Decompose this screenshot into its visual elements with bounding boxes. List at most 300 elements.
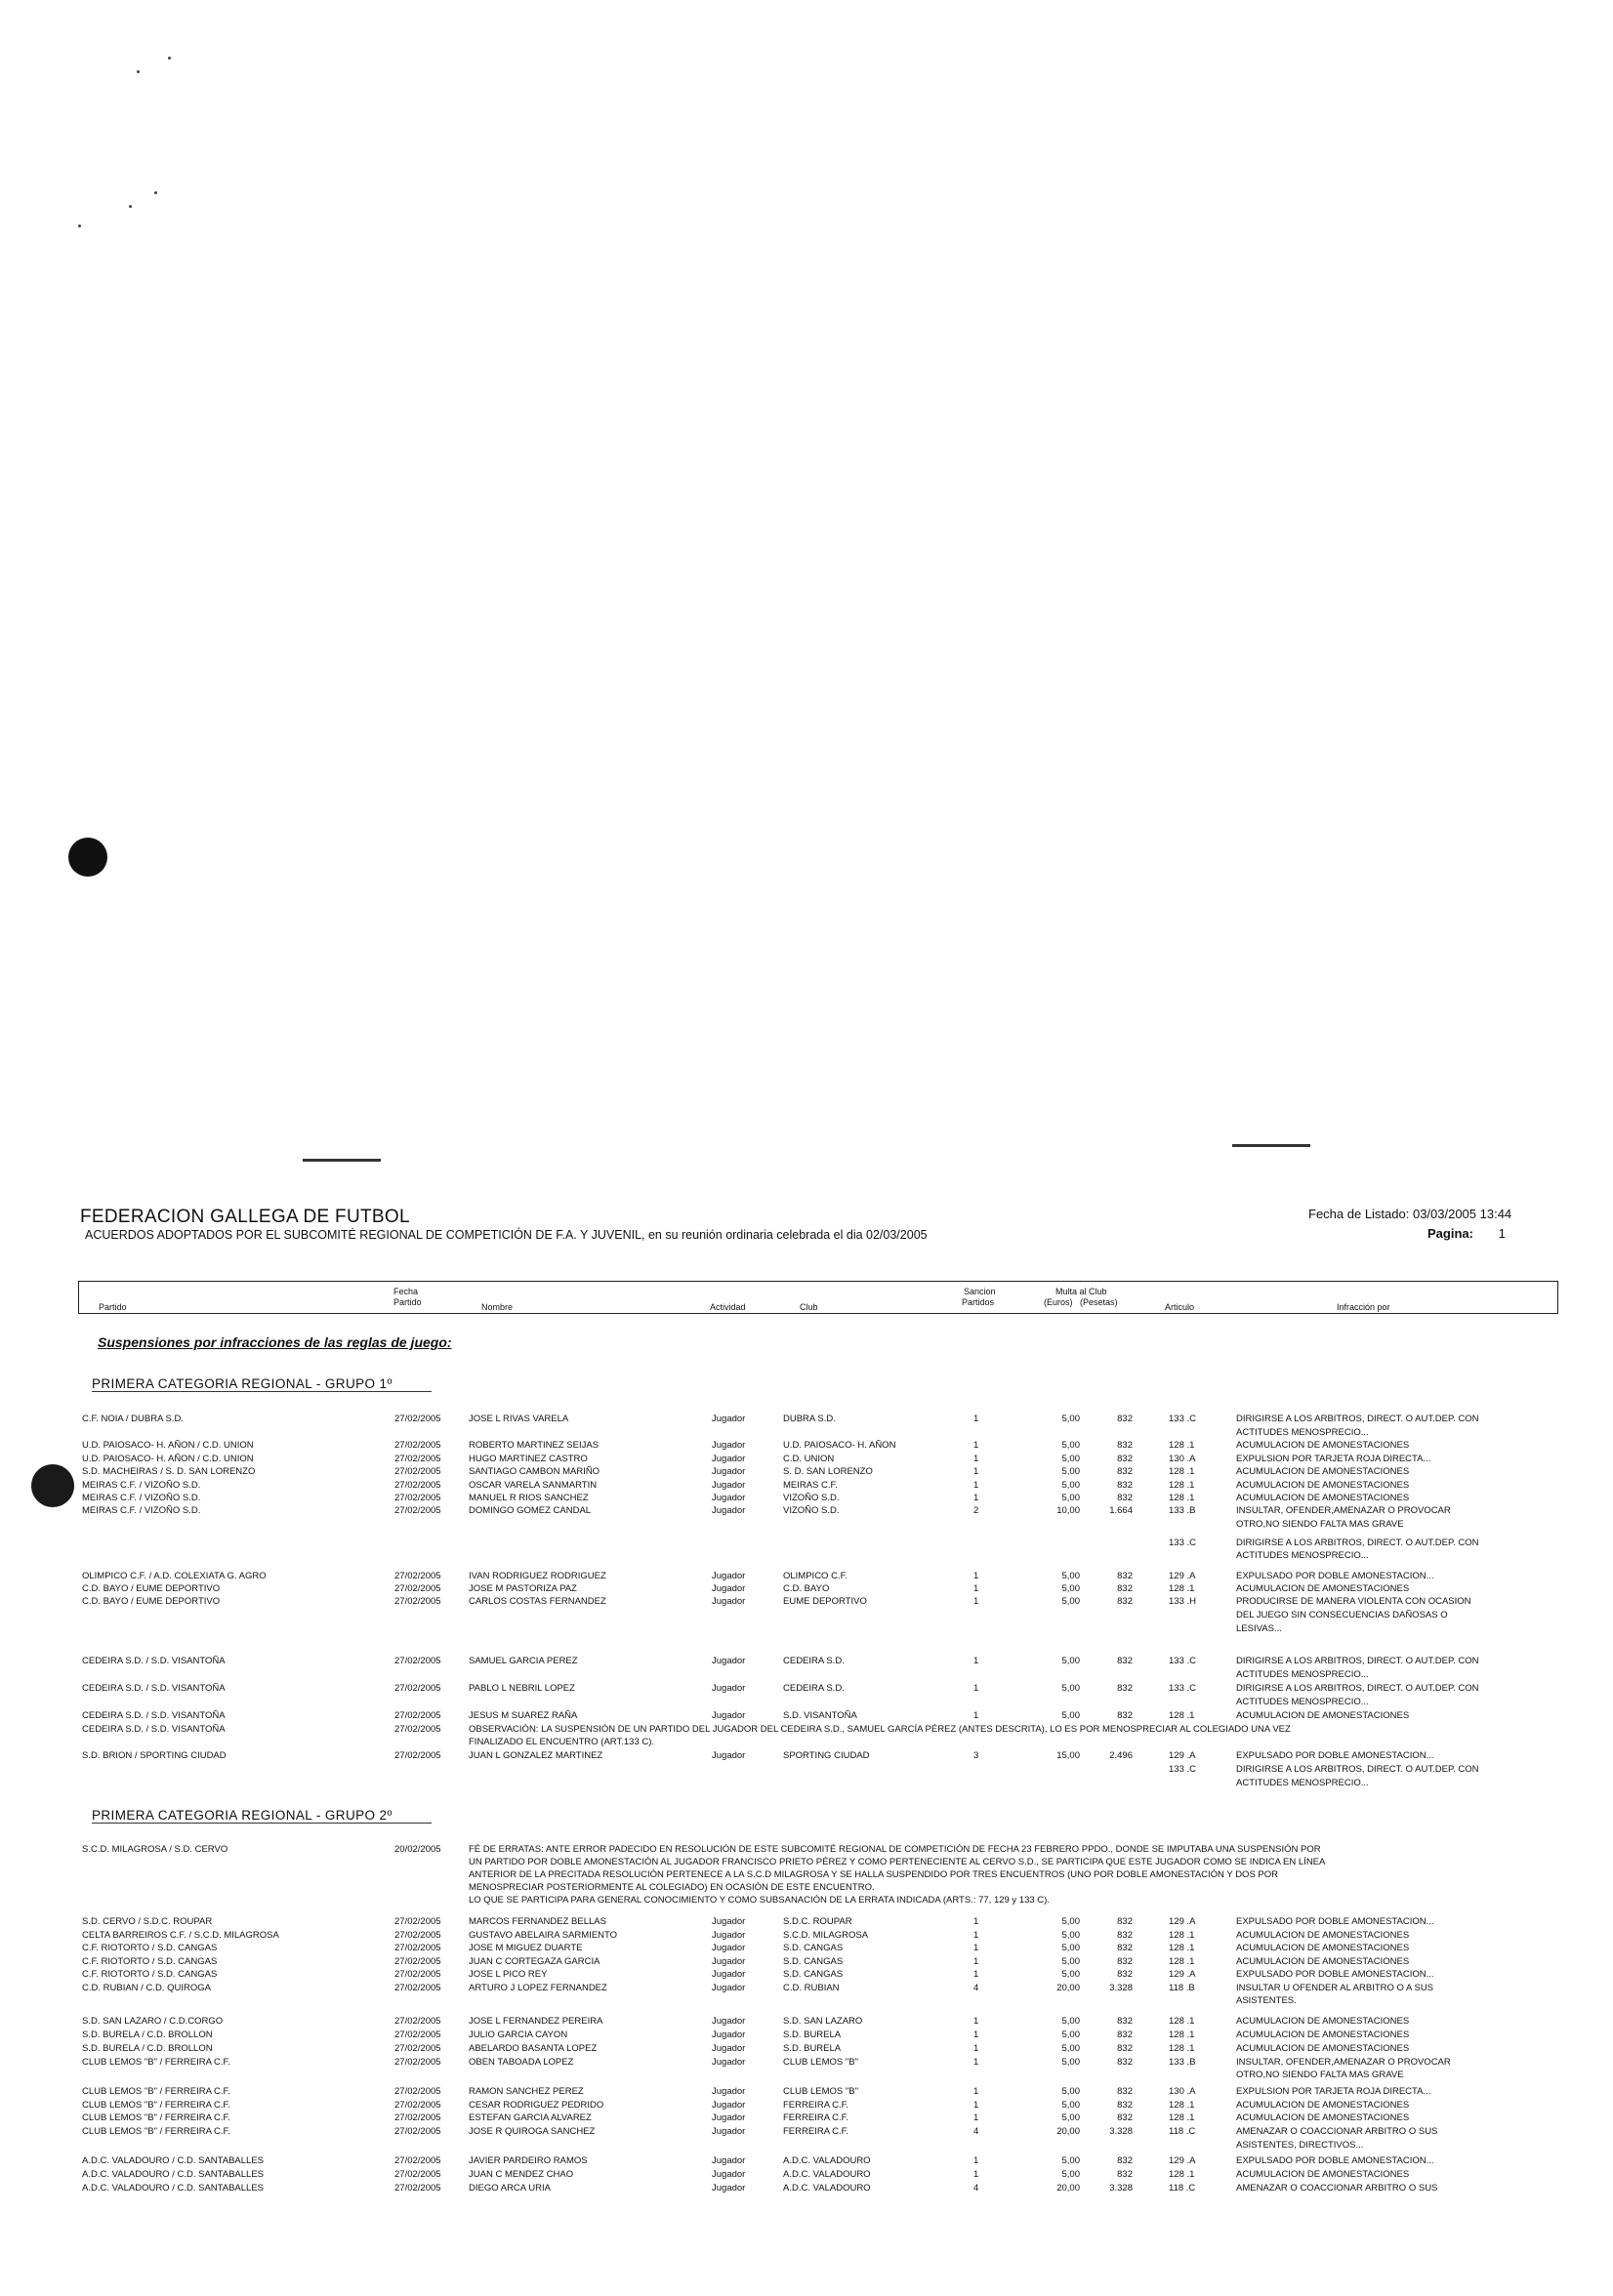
cell-articulo: 133 .C — [1169, 1764, 1196, 1775]
cell-fecha: 27/02/2005 — [394, 2043, 441, 2054]
cell-nombre: JOSE L FERNANDEZ PEREIRA — [469, 2016, 603, 2027]
cell-infraccion: ACUMULACION DE AMONESTACIONES — [1236, 2112, 1410, 2123]
table-row — [0, 1479, 1613, 1493]
cell-articulo: 128 .1 — [1169, 2169, 1195, 2180]
cell-infraccion: ACTITUDES MENOSPRECIO... — [1236, 1778, 1369, 1788]
cell-partido: CEDEIRA S.D. / S.D. VISANTOÑA — [82, 1710, 226, 1721]
table-row — [0, 2125, 1613, 2139]
cell-actividad: Jugador — [712, 2086, 746, 2097]
cell-infraccion: ACUMULACION DE AMONESTACIONES — [1236, 2043, 1410, 2054]
cell-infraccion: EXPULSADO POR DOBLE AMONESTACION... — [1236, 1969, 1434, 1980]
cell-club: S. D. SAN LORENZO — [783, 1466, 873, 1477]
cell-articulo: 128 .1 — [1169, 2100, 1195, 2111]
cell-infraccion: PRODUCIRSE DE MANERA VIOLENTA CON OCASION — [1236, 1596, 1471, 1607]
cell-fecha: 27/02/2005 — [394, 2057, 441, 2068]
cell-pesetas: 3.328 — [1109, 2126, 1133, 2137]
cell-sancion: 1 — [973, 1710, 979, 1721]
cell-sancion: 4 — [973, 2183, 979, 2194]
cell-euros: 5,00 — [1061, 2043, 1080, 2054]
cell-sancion: 1 — [973, 2100, 979, 2111]
cell-infraccion: ACUMULACION DE AMONESTACIONES — [1236, 1480, 1410, 1491]
cell-sancion: 1 — [973, 2030, 979, 2040]
cell-partido: S.D. SAN LAZARO / C.D.CORGO — [82, 2016, 224, 2027]
col-multa-2: (Euros) (Pesetas) — [1044, 1297, 1118, 1307]
cell-articulo: 128 .1 — [1169, 2112, 1195, 2123]
cell-infraccion: ASISTENTES, DIRECTIVOS... — [1236, 2140, 1364, 2151]
cell-infraccion: EXPULSADO POR DOBLE AMONESTACION... — [1236, 1571, 1434, 1581]
cell-nombre: JOSE R QUIROGA SANCHEZ — [469, 2126, 596, 2137]
cell-pesetas: 832 — [1117, 1571, 1133, 1581]
cell-infraccion: DIRIGIRSE A LOS ARBITROS, DIRECT. O AUT.DEP. CON — [1236, 1764, 1479, 1775]
table-row — [0, 2069, 1613, 2082]
cell-infraccion: LESIVAS... — [1236, 1623, 1282, 1634]
table-row — [0, 1749, 1613, 1763]
cell-fecha: 27/02/2005 — [394, 1724, 441, 1735]
cell-euros: 20,00 — [1056, 1983, 1080, 1993]
cell-pesetas: 832 — [1117, 1493, 1133, 1503]
cell-fecha: 27/02/2005 — [394, 1656, 441, 1666]
table-row — [0, 2182, 1613, 2195]
cell-infraccion: ASISTENTES. — [1236, 1995, 1297, 2006]
col-fecha-2: Partido — [393, 1297, 422, 1307]
observation-note: FÉ DE ERRATAS: ANTE ERROR PADECIDO EN RESOLUCIÓN DE ESTE SUBCOMITÉ REGIONAL DE COMPETICIÓN DE FECHA 23 FEBRERO PPDO., DONDE SE IMPUTABA UNA SUSPENSIÓN POR UN PARTIDO POR DOBLE AMONESTACIÓN AL JUGADOR FRANCISCO PRIETO PÉREZ Y COMO PERTENECIENTE AL CERVO S.D., SE PARTICIPA QUE ESTE JUGADOR COMO SE INDICA EN LÍNEA ANTERIOR DE LA PRECITADA RESOLUCIÓN PERTENECE A LA S.C.D MILAGROSA Y SE HALLA SUSPENDIDO POR TRES ENCUENTROS (UNO POR DOBLE AMONESTACIÓN Y DOS POR MENOSPRECIAR POSTERIORMENTE AL COLEGIADO) EN OCASIÓN DE ESTE ENCUENTRO. LO QUE SE PARTICIPA PARA GENERAL CONOCIMIENTO Y COMO SUBSANACIÓN DE LA ERRATA INDICADA (ARTS.: 77, 129 y 133 C). — [469, 1844, 1326, 1906]
cell-infraccion: INSULTAR, OFENDER,AMENAZAR O PROVOCAR — [1236, 2057, 1451, 2068]
cell-actividad: Jugador — [712, 1440, 746, 1451]
cell-pesetas: 832 — [1117, 1943, 1133, 1953]
cell-fecha: 27/02/2005 — [394, 1683, 441, 1694]
cell-club: U.D. PAIOSACO- H. AÑON — [783, 1440, 896, 1451]
cell-infraccion: ACUMULACION DE AMONESTACIONES — [1236, 2030, 1410, 2040]
cell-infraccion: OTRO,NO SIENDO FALTA MAS GRAVE — [1236, 1519, 1404, 1530]
cell-actividad: Jugador — [712, 1493, 746, 1503]
cell-nombre: PABLO L NEBRIL LOPEZ — [469, 1683, 575, 1694]
cell-fecha: 27/02/2005 — [394, 1956, 441, 1967]
cell-nombre: JUAN L GONZALEZ MARTINEZ — [469, 1750, 603, 1761]
cell-infraccion: DIRIGIRSE A LOS ARBITROS, DIRECT. O AUT.DEP. CON — [1236, 1683, 1479, 1694]
cell-club: S.D.C. ROUPAR — [783, 1916, 852, 1927]
cell-fecha: 27/02/2005 — [394, 2169, 441, 2180]
scan-speck — [137, 70, 140, 73]
cell-partido: C.F. NOIA / DUBRA S.D. — [82, 1414, 184, 1424]
listing-date: Fecha de Listado: 03/03/2005 13:44 — [1308, 1207, 1512, 1221]
cell-fecha: 27/02/2005 — [394, 1414, 441, 1424]
cell-club: S.D. CANGAS — [783, 1956, 844, 1967]
cell-euros: 15,00 — [1056, 1750, 1080, 1761]
cell-club: A.D.C. VALADOURO — [783, 2183, 871, 2194]
cell-fecha: 27/02/2005 — [394, 1983, 441, 1993]
cell-actividad: Jugador — [712, 1956, 746, 1967]
observation-note: OBSERVACIÓN: LA SUSPENSIÓN DE UN PARTIDO DEL JUGADOR DEL CEDEIRA S.D., SAMUEL GARCÍA PÉREZ (ANTES DESCRITA), LO ES POR MENOSPRECIAR AL COLEGIADO UNA VEZ FINALIZADO EL ENCUENTRO (ART.133 C). — [469, 1724, 1291, 1747]
col-actividad: Actividad — [710, 1302, 746, 1312]
cell-partido: C.D. BAYO / EUME DEPORTIVO — [82, 1596, 221, 1607]
table-row — [0, 1982, 1613, 1995]
scan-mark — [303, 1159, 381, 1162]
cell-nombre: SAMUEL GARCIA PEREZ — [469, 1656, 578, 1666]
cell-partido: C.F. RIOTORTO / S.D. CANGAS — [82, 1969, 218, 1980]
cell-sancion: 1 — [973, 1583, 979, 1594]
cell-partido: CEDEIRA S.D. / S.D. VISANTOÑA — [82, 1724, 226, 1735]
cell-euros: 5,00 — [1061, 2169, 1080, 2180]
cell-club: VIZOÑO S.D. — [783, 1505, 840, 1516]
cell-pesetas: 832 — [1117, 2169, 1133, 2180]
cell-nombre: ROBERTO MARTINEZ SEIJAS — [469, 1440, 600, 1451]
cell-pesetas: 832 — [1117, 1916, 1133, 1927]
table-row — [0, 2042, 1613, 2056]
table-row — [0, 2056, 1613, 2070]
cell-nombre: SANTIAGO CAMBON MARIÑO — [469, 1466, 600, 1477]
cell-articulo: 128 .1 — [1169, 2030, 1195, 2040]
cell-actividad: Jugador — [712, 1571, 746, 1581]
cell-infraccion: ACUMULACION DE AMONESTACIONES — [1236, 2169, 1410, 2180]
cell-club: MEIRAS C.F. — [783, 1480, 838, 1491]
cell-articulo: 133 .C — [1169, 1683, 1196, 1694]
cell-actividad: Jugador — [712, 1969, 746, 1980]
cell-articulo: 129 .A — [1169, 2155, 1196, 2166]
col-infraccion: Infracción por — [1337, 1302, 1390, 1312]
cell-club: C.D. BAYO — [783, 1583, 830, 1594]
cell-euros: 5,00 — [1061, 1956, 1080, 1967]
scan-speck — [78, 225, 81, 227]
cell-fecha: 27/02/2005 — [394, 1750, 441, 1761]
cell-pesetas: 832 — [1117, 2030, 1133, 2040]
cell-euros: 5,00 — [1061, 2016, 1080, 2027]
cell-infraccion: EXPULSADO POR DOBLE AMONESTACION... — [1236, 2155, 1434, 2166]
cell-euros: 5,00 — [1061, 1656, 1080, 1666]
cell-nombre: DOMINGO GOMEZ CANDAL — [469, 1505, 592, 1516]
cell-euros: 5,00 — [1061, 1414, 1080, 1424]
cell-articulo: 133 .B — [1169, 1505, 1196, 1516]
cell-sancion: 1 — [973, 1956, 979, 1967]
cell-actividad: Jugador — [712, 1414, 746, 1424]
cell-articulo: 130 .A — [1169, 2086, 1196, 2097]
table-row — [0, 1609, 1613, 1622]
table-row — [0, 1595, 1613, 1609]
cell-fecha: 27/02/2005 — [394, 1454, 441, 1464]
cell-club: S.D. VISANTOÑA — [783, 1710, 857, 1721]
cell-fecha: 27/02/2005 — [394, 1493, 441, 1503]
cell-sancion: 1 — [973, 1454, 979, 1464]
table-row — [0, 1955, 1613, 1969]
cell-nombre: JOSE M MIGUEZ DUARTE — [469, 1943, 583, 1953]
cell-actividad: Jugador — [712, 2126, 746, 2137]
cell-partido: CLUB LEMOS "B" / FERREIRA C.F. — [82, 2086, 230, 2097]
cell-articulo: 129 .A — [1169, 1969, 1196, 1980]
table-row — [0, 1777, 1613, 1790]
cell-nombre: ABELARDO BASANTA LOPEZ — [469, 2043, 598, 2054]
cell-partido: CELTA BARREIROS C.F. / S.C.D. MILAGROSA — [82, 1930, 279, 1941]
cell-euros: 5,00 — [1061, 1466, 1080, 1477]
cell-nombre: JOSE L RIVAS VARELA — [469, 1414, 569, 1424]
cell-articulo: 129 .A — [1169, 1916, 1196, 1927]
table-row — [0, 1668, 1613, 1682]
cell-articulo: 118 .B — [1169, 1983, 1195, 1993]
cell-club: A.D.C. VALADOURO — [783, 2155, 871, 2166]
cell-partido: OLIMPICO C.F. / A.D. COLEXIATA G. AGRO — [82, 1571, 267, 1581]
cell-fecha: 27/02/2005 — [394, 1930, 441, 1941]
document-subtitle: ACUERDOS ADOPTADOS POR EL SUBCOMITÉ REGIONAL DE COMPETICIÓN DE F.A. Y JUVENIL, en su reunión ordinaria celebrada el dia 02/03/2005 — [85, 1228, 928, 1242]
cell-club: CLUB LEMOS "B" — [783, 2086, 858, 2097]
cell-club: EUME DEPORTIVO — [783, 1596, 867, 1607]
cell-infraccion: ACUMULACION DE AMONESTACIONES — [1236, 1943, 1410, 1953]
cell-fecha: 27/02/2005 — [394, 2183, 441, 2194]
table-row — [0, 1492, 1613, 1505]
cell-nombre: HUGO MARTINEZ CASTRO — [469, 1454, 588, 1464]
cell-fecha: 27/02/2005 — [394, 2126, 441, 2137]
cell-articulo: 133 .C — [1169, 1538, 1196, 1548]
cell-euros: 20,00 — [1056, 2183, 1080, 2194]
cell-infraccion: DEL JUEGO SIN CONSECUENCIAS DAÑOSAS O — [1236, 1610, 1448, 1620]
cell-sancion: 4 — [973, 1983, 979, 1993]
cell-partido: S.D. BURELA / C.D. BROLLON — [82, 2030, 213, 2040]
cell-pesetas: 832 — [1117, 1466, 1133, 1477]
cell-nombre: ARTURO J LOPEZ FERNANDEZ — [469, 1983, 607, 1993]
cell-partido: C.D. RUBIAN / C.D. QUIROGA — [82, 1983, 211, 1993]
cell-actividad: Jugador — [712, 1656, 746, 1666]
cell-nombre: IVAN RODRIGUEZ RODRIGUEZ — [469, 1571, 606, 1581]
cell-partido: C.F. RIOTORTO / S.D. CANGAS — [82, 1943, 218, 1953]
table-row — [0, 1929, 1613, 1943]
cell-articulo: 133 .C — [1169, 1414, 1196, 1424]
cell-fecha: 27/02/2005 — [394, 1710, 441, 1721]
cell-sancion: 1 — [973, 1480, 979, 1491]
cell-articulo: 129 .A — [1169, 1571, 1196, 1581]
cell-club: S.D. SAN LAZARO — [783, 2016, 863, 2027]
cell-partido: U.D. PAIOSACO- H. AÑON / C.D. UNION — [82, 1454, 254, 1464]
cell-fecha: 27/02/2005 — [394, 2030, 441, 2040]
cell-nombre: DIEGO ARCA URIA — [469, 2183, 551, 2194]
cell-partido: S.D. BURELA / C.D. BROLLON — [82, 2043, 213, 2054]
cell-actividad: Jugador — [712, 2112, 746, 2123]
cell-euros: 5,00 — [1061, 1480, 1080, 1491]
cell-club: C.D. RUBIAN — [783, 1983, 840, 1993]
table-row — [0, 2015, 1613, 2029]
cell-actividad: Jugador — [712, 2057, 746, 2068]
cell-articulo: 128 .1 — [1169, 2043, 1195, 2054]
cell-pesetas: 832 — [1117, 1930, 1133, 1941]
cell-euros: 5,00 — [1061, 1596, 1080, 1607]
cell-actividad: Jugador — [712, 2043, 746, 2054]
cell-partido: CEDEIRA S.D. / S.D. VISANTOÑA — [82, 1683, 226, 1694]
cell-sancion: 1 — [973, 1440, 979, 1451]
cell-euros: 5,00 — [1061, 2030, 1080, 2040]
cell-actividad: Jugador — [712, 1505, 746, 1516]
page-label: Pagina: — [1427, 1226, 1473, 1241]
cell-sancion: 1 — [973, 2086, 979, 2097]
col-fecha-1: Fecha — [393, 1287, 419, 1296]
col-club: Club — [800, 1302, 818, 1312]
scan-mark — [1232, 1144, 1310, 1147]
cell-euros: 5,00 — [1061, 2057, 1080, 2068]
cell-euros: 5,00 — [1061, 1683, 1080, 1694]
cell-pesetas: 1.664 — [1109, 1505, 1133, 1516]
cell-infraccion: ACTITUDES MENOSPRECIO... — [1236, 1669, 1369, 1680]
cell-sancion: 1 — [973, 2169, 979, 2180]
table-row — [0, 1915, 1613, 1929]
cell-articulo: 133 .H — [1169, 1596, 1196, 1607]
cell-partido: A.D.C. VALADOURO / C.D. SANTABALLES — [82, 2169, 265, 2180]
cell-sancion: 2 — [973, 1505, 979, 1516]
cell-euros: 5,00 — [1061, 2100, 1080, 2111]
cell-partido: S.D. BRION / SPORTING CIUDAD — [82, 1750, 227, 1761]
cell-euros: 20,00 — [1056, 2126, 1080, 2137]
cell-sancion: 1 — [973, 2016, 979, 2027]
cell-infraccion: ACUMULACION DE AMONESTACIONES — [1236, 1956, 1410, 1967]
cell-pesetas: 832 — [1117, 2112, 1133, 2123]
cell-actividad: Jugador — [712, 1943, 746, 1953]
cell-pesetas: 832 — [1117, 1683, 1133, 1694]
cell-infraccion: DIRIGIRSE A LOS ARBITROS, DIRECT. O AUT.DEP. CON — [1236, 1414, 1479, 1424]
cell-sancion: 4 — [973, 2126, 979, 2137]
cell-sancion: 1 — [973, 1414, 979, 1424]
cell-articulo: 128 .1 — [1169, 2016, 1195, 2027]
cell-articulo: 130 .A — [1169, 1454, 1196, 1464]
cell-articulo: 118 .C — [1169, 2126, 1196, 2137]
cell-club: S.C.D. MILAGROSA — [783, 1930, 869, 1941]
table-row — [0, 1968, 1613, 1982]
cell-actividad: Jugador — [712, 1454, 746, 1464]
cell-sancion: 1 — [973, 1596, 979, 1607]
table-row — [0, 1426, 1613, 1440]
cell-actividad: Jugador — [712, 2183, 746, 2194]
cell-nombre: JOSE M PASTORIZA PAZ — [469, 1583, 577, 1594]
cell-infraccion: INSULTAR, OFENDER,AMENAZAR O PROVOCAR — [1236, 1505, 1451, 1516]
cell-club: CLUB LEMOS "B" — [783, 2057, 858, 2068]
table-row — [0, 1709, 1613, 1723]
cell-pesetas: 2.496 — [1109, 1750, 1133, 1761]
cell-pesetas: 832 — [1117, 2086, 1133, 2097]
cell-infraccion: ACTITUDES MENOSPRECIO... — [1236, 1697, 1369, 1707]
table-row — [0, 1504, 1613, 1518]
table-row — [0, 1994, 1613, 2008]
table-row — [0, 1439, 1613, 1453]
cell-euros: 10,00 — [1056, 1505, 1080, 1516]
cell-pesetas: 832 — [1117, 1656, 1133, 1666]
cell-pesetas: 832 — [1117, 1414, 1133, 1424]
cell-infraccion: EXPULSION POR TARJETA ROJA DIRECTA... — [1236, 2086, 1431, 2097]
cell-infraccion: ACUMULACION DE AMONESTACIONES — [1236, 1710, 1410, 1721]
cell-articulo: 128 .1 — [1169, 1583, 1195, 1594]
cell-nombre: JESUS M SUAREZ RAÑA — [469, 1710, 578, 1721]
cell-sancion: 3 — [973, 1750, 979, 1761]
cell-partido: C.D. BAYO / EUME DEPORTIVO — [82, 1583, 221, 1594]
cell-sancion: 1 — [973, 1916, 979, 1927]
cell-actividad: Jugador — [712, 2016, 746, 2027]
cell-partido: MEIRAS C.F. / VIZOÑO S.D. — [82, 1480, 201, 1491]
cell-infraccion: ACTITUDES MENOSPRECIO... — [1236, 1427, 1369, 1438]
cell-actividad: Jugador — [712, 2169, 746, 2180]
cell-fecha: 27/02/2005 — [394, 1466, 441, 1477]
cell-pesetas: 832 — [1117, 2057, 1133, 2068]
cell-pesetas: 832 — [1117, 1583, 1133, 1594]
cell-club: S.D. CANGAS — [783, 1969, 844, 1980]
cell-nombre: CARLOS COSTAS FERNANDEZ — [469, 1596, 606, 1607]
col-partido: Partido — [99, 1302, 127, 1312]
document-title: FEDERACION GALLEGA DE FUTBOL — [80, 1207, 410, 1227]
cell-infraccion: ACUMULACION DE AMONESTACIONES — [1236, 2100, 1410, 2111]
cell-actividad: Jugador — [712, 1583, 746, 1594]
cell-nombre: JOSE L PICO REY — [469, 1969, 548, 1980]
table-row — [0, 1763, 1613, 1777]
cell-infraccion: OTRO,NO SIENDO FALTA MAS GRAVE — [1236, 2070, 1404, 2080]
cell-fecha: 27/02/2005 — [394, 2112, 441, 2123]
page-value: 1 — [1498, 1226, 1506, 1241]
table-row — [0, 2154, 1613, 2168]
cell-euros: 5,00 — [1061, 1969, 1080, 1980]
cell-partido: CLUB LEMOS "B" / FERREIRA C.F. — [82, 2112, 230, 2123]
cell-partido: A.D.C. VALADOURO / C.D. SANTABALLES — [82, 2183, 265, 2194]
cell-nombre: JULIO GARCIA CAYON — [469, 2030, 568, 2040]
cell-club: C.D. UNION — [783, 1454, 835, 1464]
cell-nombre: JUAN C CORTEGAZA GARCIA — [469, 1956, 600, 1967]
cell-infraccion: AMENAZAR O COACCIONAR ARBITRO O SUS — [1236, 2126, 1438, 2137]
cell-articulo: 133 .C — [1169, 1656, 1196, 1666]
cell-infraccion: ACTITUDES MENOSPRECIO... — [1236, 1550, 1369, 1561]
cell-actividad: Jugador — [712, 1916, 746, 1927]
table-row — [0, 2029, 1613, 2042]
cell-euros: 5,00 — [1061, 1493, 1080, 1503]
cell-fecha: 20/02/2005 — [394, 1844, 441, 1855]
cell-actividad: Jugador — [712, 2030, 746, 2040]
cell-partido: S.D. MACHEIRAS / S. D. SAN LORENZO — [82, 1466, 256, 1477]
cell-articulo: 128 .1 — [1169, 1930, 1195, 1941]
table-row — [0, 1570, 1613, 1583]
cell-pesetas: 832 — [1117, 1956, 1133, 1967]
scan-speck — [168, 57, 171, 60]
cell-nombre: ESTEFAN GARCIA ALVAREZ — [469, 2112, 592, 2123]
cell-euros: 5,00 — [1061, 1710, 1080, 1721]
cell-euros: 5,00 — [1061, 2155, 1080, 2166]
cell-infraccion: DIRIGIRSE A LOS ARBITROS, DIRECT. O AUT.DEP. CON — [1236, 1538, 1479, 1548]
cell-pesetas: 832 — [1117, 1440, 1133, 1451]
table-row — [0, 1942, 1613, 1955]
punch-hole — [68, 838, 107, 877]
cell-infraccion: EXPULSION POR TARJETA ROJA DIRECTA... — [1236, 1454, 1431, 1464]
cell-sancion: 1 — [973, 1943, 979, 1953]
cell-partido: MEIRAS C.F. / VIZOÑO S.D. — [82, 1493, 201, 1503]
cell-nombre: JAVIER PARDEIRO RAMOS — [469, 2155, 588, 2166]
cell-fecha: 27/02/2005 — [394, 2016, 441, 2027]
cell-euros: 5,00 — [1061, 1930, 1080, 1941]
cell-nombre: MANUEL R RIOS SANCHEZ — [469, 1493, 589, 1503]
cell-partido: S.C.D. MILAGROSA / S.D. CERVO — [82, 1844, 228, 1855]
col-articulo: Articulo — [1165, 1302, 1195, 1312]
cell-euros: 5,00 — [1061, 1440, 1080, 1451]
cell-articulo: 128 .1 — [1169, 1710, 1195, 1721]
cell-infraccion: EXPULSADO POR DOBLE AMONESTACION... — [1236, 1916, 1434, 1927]
cell-fecha: 27/02/2005 — [394, 2100, 441, 2111]
col-sancion-1: Sancion — [964, 1287, 996, 1296]
cell-sancion: 1 — [973, 2043, 979, 2054]
cell-euros: 5,00 — [1061, 1916, 1080, 1927]
cell-nombre: GUSTAVO ABELAIRA SARMIENTO — [469, 1930, 618, 1941]
cell-sancion: 1 — [973, 1493, 979, 1503]
table-row — [0, 1655, 1613, 1668]
table-row — [0, 1696, 1613, 1709]
cell-actividad: Jugador — [712, 1930, 746, 1941]
cell-euros: 5,00 — [1061, 2112, 1080, 2123]
cell-partido: A.D.C. VALADOURO / C.D. SANTABALLES — [82, 2155, 265, 2166]
table-row — [0, 1549, 1613, 1563]
cell-actividad: Jugador — [712, 2155, 746, 2166]
section-title: Suspensiones por infracciones de las reglas de juego: — [98, 1334, 452, 1350]
scan-speck — [154, 191, 157, 194]
cell-euros: 5,00 — [1061, 1454, 1080, 1464]
cell-pesetas: 832 — [1117, 2155, 1133, 2166]
table-row — [0, 1582, 1613, 1596]
cell-nombre: OSCAR VARELA SANMARTIN — [469, 1480, 598, 1491]
cell-infraccion: ACUMULACION DE AMONESTACIONES — [1236, 1466, 1410, 1477]
cell-fecha: 27/02/2005 — [394, 1583, 441, 1594]
